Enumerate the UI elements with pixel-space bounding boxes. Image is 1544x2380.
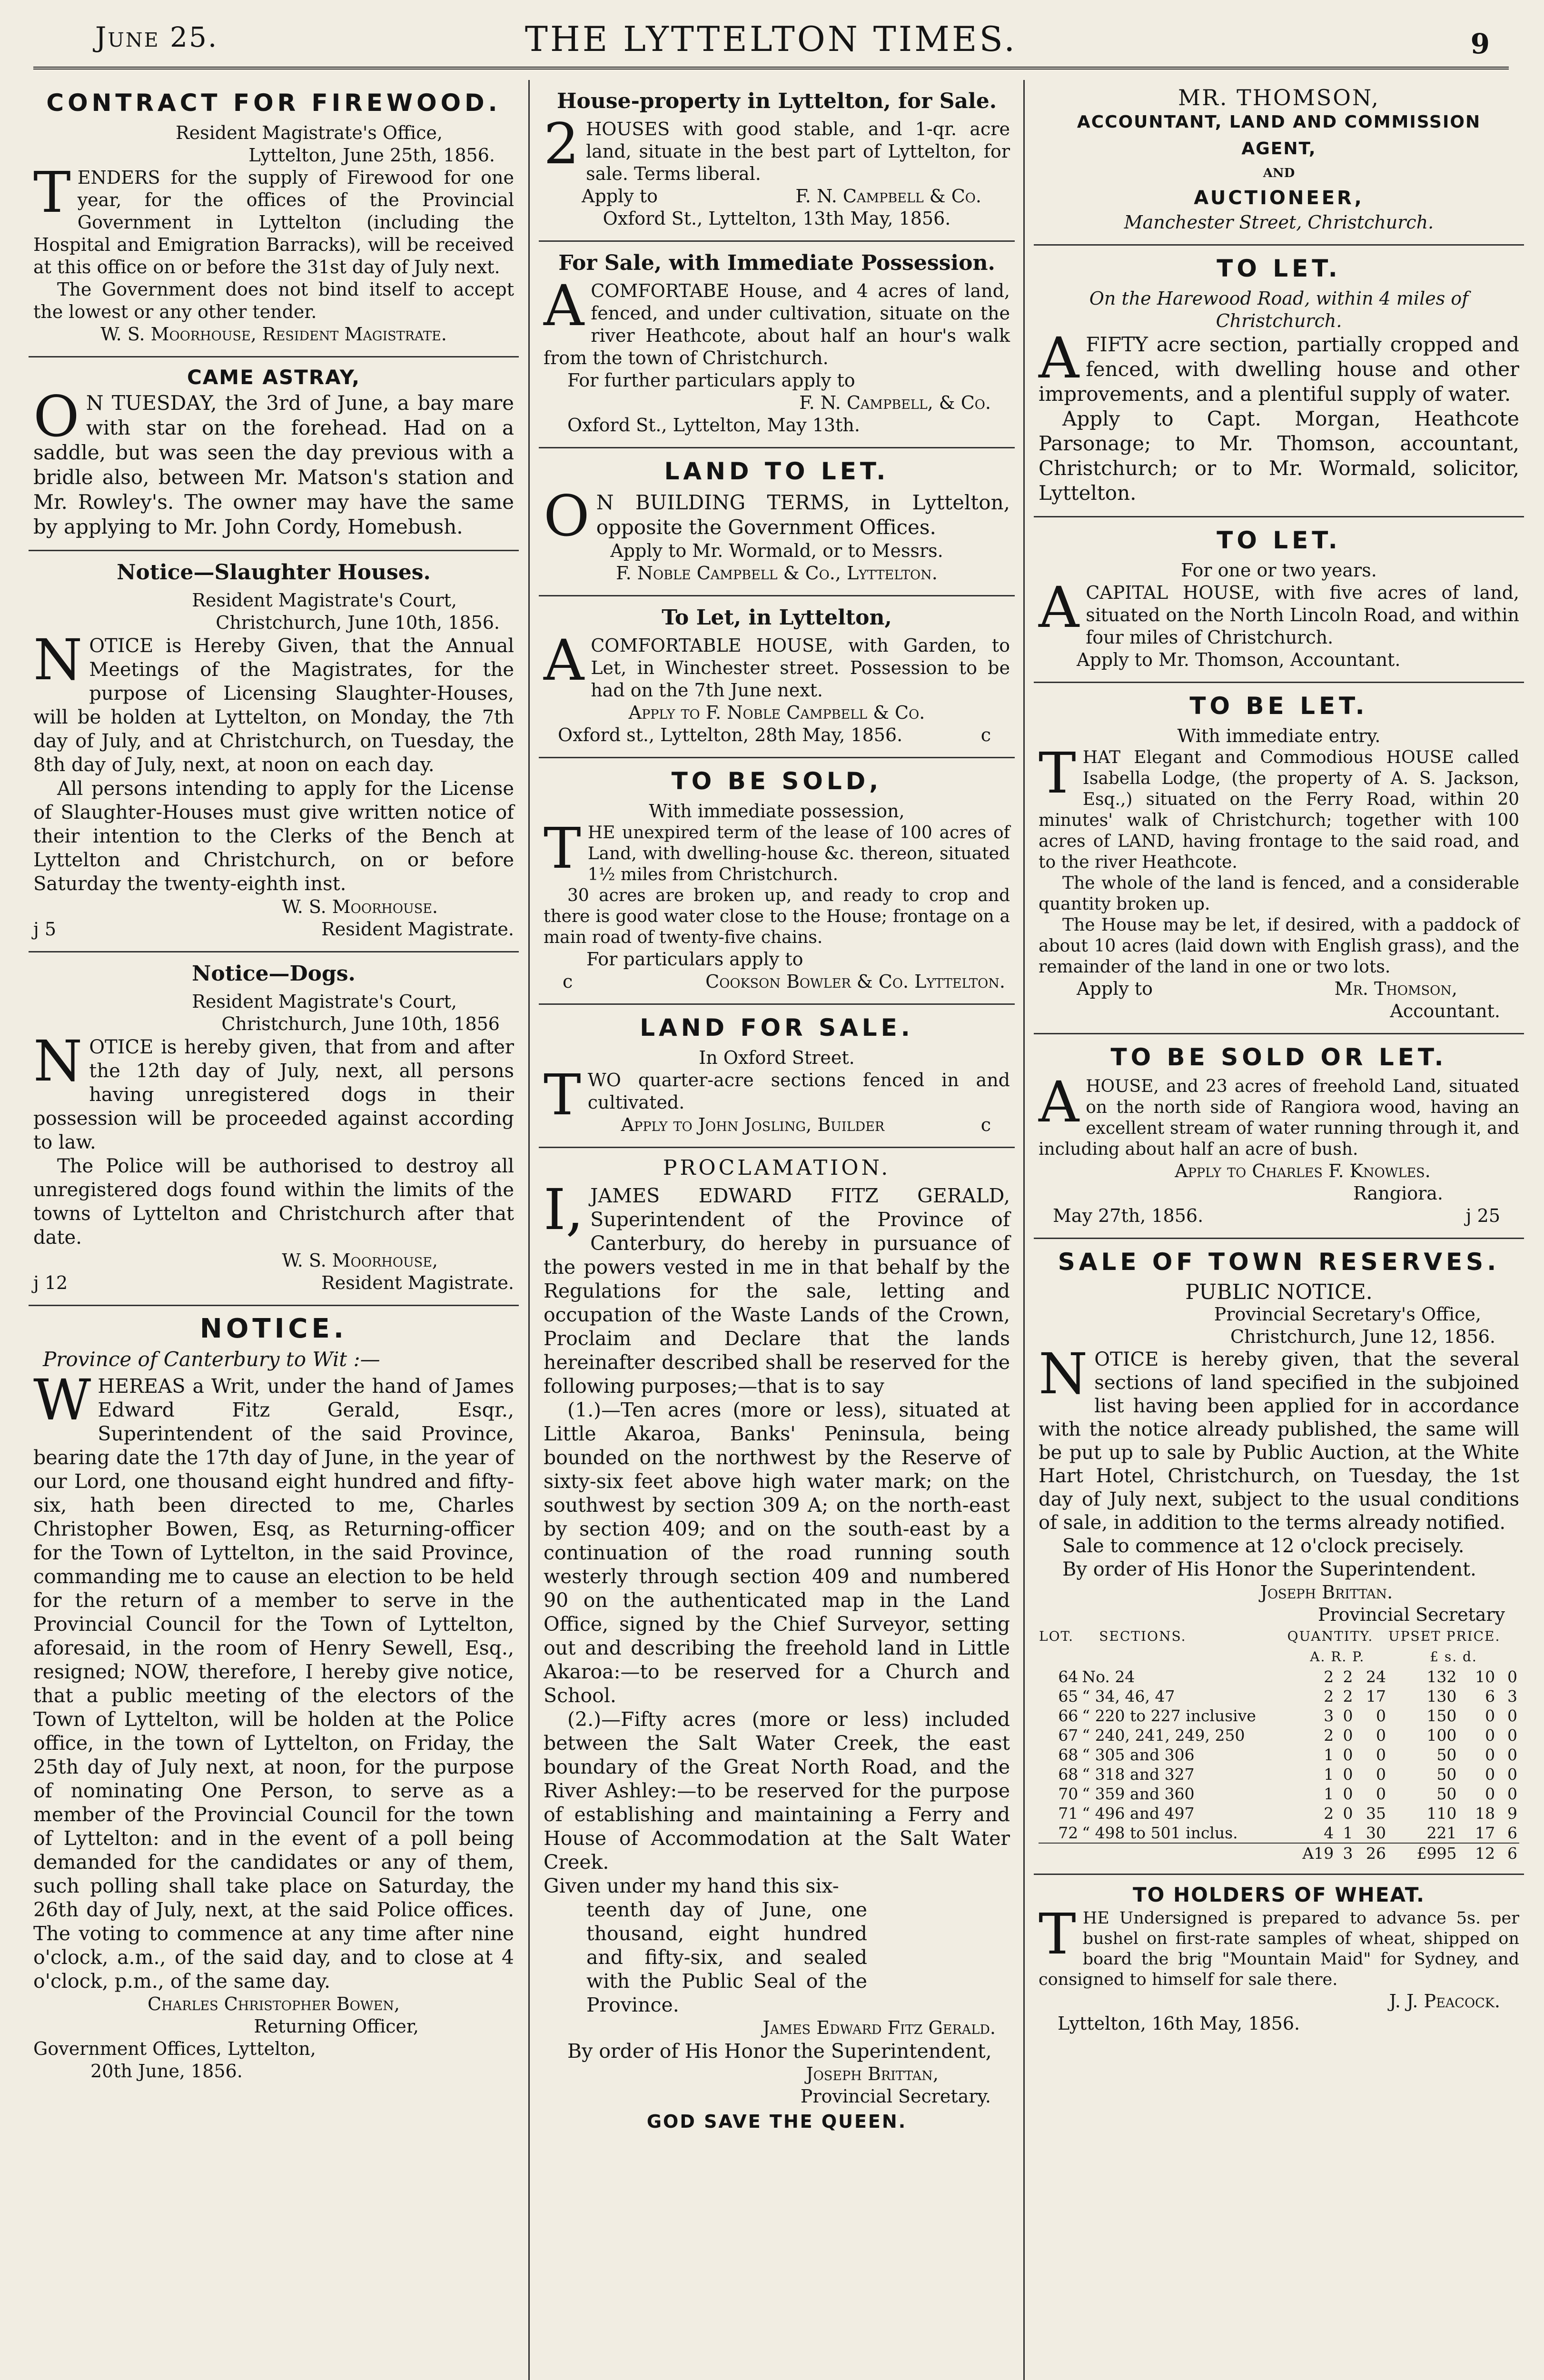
ad-code: j 25 [1465,1205,1500,1226]
ad-signature: J. J. Peacock. [1389,1991,1500,2012]
table-cell-s: 10 [1475,1667,1495,1686]
table-row [1039,1784,1519,1804]
table-cell-sec: “ 318 and 327 [1082,1765,1195,1784]
ad-body: FIFTY acre section, partially cropped and fenced, with dwelling house and other improvements, and a plentiful supply of water. [1039,333,1519,406]
drop-cap: T [544,1062,581,1128]
lots-body [1039,1667,1519,1843]
ad-apply: For further particulars apply to [567,370,855,391]
table-cell-lot: 68 [1058,1745,1079,1764]
column-right [1034,80,1524,2380]
ad-order: By order of His Honor the Superintendent, [567,2040,992,2063]
table-cell-d: 0 [1507,1706,1517,1725]
table-cell-r: 0 [1343,1804,1353,1823]
ad-date: 20th June, 1856. [90,2061,243,2082]
newspaper-title: THE LYTTELTON TIMES. [525,19,1018,59]
table-cell-p: 0 [1376,1765,1386,1784]
ad-apply: Apply to [1077,978,1153,999]
ad-signature: W. S. Moorhouse. [282,896,438,917]
ad-office: Resident Magistrate's Office, [176,122,443,143]
table-cell-r: 1 [1343,1824,1353,1842]
dogs-notice [29,952,519,1306]
ad-subheading: For one or two years. [1181,560,1377,581]
table-cell-r: 2 [1343,1687,1353,1706]
ad-signature: James Edward Fitz Gerald. [762,2017,996,2038]
house-property-ad [539,80,1015,242]
ad-role: Resident Magistrate. [321,1272,514,1293]
ad-date: Christchurch, June 10th, 1856 [221,1013,500,1034]
drop-cap: O [544,483,590,549]
to-be-sold-ad [539,758,1015,1005]
table-cell-p: 0 [1376,1706,1386,1725]
column-header: QUANTITY. [1287,1628,1374,1644]
ad-heading: TO LET. [1217,255,1341,282]
table-row [1039,1804,1519,1823]
table-row [1039,1667,1519,1686]
drop-cap: 2 [544,111,580,177]
column-subheader: £ s. d. [1430,1649,1477,1665]
table-cell-sec: No. 24 [1082,1667,1135,1686]
page-number: 9 [1470,28,1490,60]
table-cell-p: 24 [1366,1667,1386,1686]
drop-cap: N [33,627,83,693]
column-header: LOT. [1039,1628,1074,1644]
table-cell-a: 3 [1324,1706,1334,1725]
ad-heading: To Let, in Lyttelton, [662,605,892,630]
given-lead: Given under my hand this six- [544,1874,839,1897]
table-cell-sec: “ 220 to 227 inclusive [1082,1706,1256,1725]
ad-date: Lyttelton, 16th May, 1856. [1058,2013,1300,2034]
land-to-let-ad [539,448,1015,596]
ad-role: Resident Magistrate. [321,919,514,940]
table-cell-p: 0 [1376,1726,1386,1745]
table-cell-l: 130 [1426,1687,1457,1706]
ad-heading: LAND TO LET. [664,457,890,485]
table-cell-r: 0 [1343,1726,1353,1745]
table-cell-s: 18 [1475,1804,1495,1823]
ad-body: HE unexpired term of the lease of 100 acres of Land, with dwelling-house &c. thereon, situated 1½ miles from Christchurch. [587,823,1010,884]
table-cell-d: 0 [1507,1785,1517,1803]
ad-place: Rangiora. [1353,1183,1443,1204]
column-rule [528,80,530,2380]
table-cell-sec: “ 496 and 497 [1082,1804,1195,1823]
ad-body: WO quarter-acre sections fenced in and cultivated. [587,1070,1010,1113]
ad-trade: AUCTIONEER, [1194,187,1364,209]
table-cell-d: 0 [1507,1745,1517,1764]
ad-heading: PROCLAMATION. [663,1156,891,1180]
ad-body: Sale to commence at 12 o'clock precisely. [1062,1535,1465,1557]
ad-role: Returning Officer, [254,2016,419,2037]
table-cell-l: 132 [1426,1667,1457,1686]
ad-body: CAPITAL HOUSE, with five acres of land, situated on the North Lincoln Road, and within four miles of Christchurch. [1086,582,1519,648]
drop-cap: A [544,273,584,338]
table-cell-s: 6 [1485,1687,1495,1706]
table-cell-d: 6 [1507,1824,1517,1842]
ad-signature: Charles Christopher Bowen, [148,1993,400,2014]
drop-cap: A [1039,325,1079,391]
table-cell-sec: “ 34, 46, 47 [1082,1687,1175,1706]
table-cell-lot: 68 [1058,1765,1079,1784]
drop-cap: N [33,1028,83,1094]
table-cell-a: 2 [1324,1804,1334,1823]
ad-agent: F. Noble Campbell & Co., Lyttelton. [616,563,938,584]
table-row [1039,1706,1519,1726]
ad-code: c [980,1114,991,1135]
ad-body: All persons intending to apply for the License of Slaughter-Houses must give written notice of their intention to the Clerks of the Bench at Lyttelton and Christchurch, on or before Saturday the twenty-eighth inst. [33,778,514,895]
drop-cap: N [1039,1341,1088,1407]
ad-body: OTICE is Hereby Given, that the Annual Meetings of the Magistrates, for the purpose of Licensing Slaughter-Houses, will be holden at Lyttelton, on Monday, the 7th day of July, and at Christchurch, on Tuesday, the 8th day of July, next, at noon on each day. [33,635,514,776]
holders-of-wheat-ad [1034,1875,1524,2045]
ad-date: May 27th, 1856. [1053,1205,1204,1226]
ad-agent: Cookson Bowler & Co. Lyttelton. [705,971,1005,992]
to-let-lyttelton-ad [539,596,1015,758]
ad-date: Oxford St., Lyttelton, May 13th. [567,415,860,436]
table-cell-l: 100 [1426,1726,1457,1745]
ad-body: Apply to Capt. Morgan, Heathcote Parsonage; to Mr. Thomson, accountant, Christchurch; or to Mr. Wormald, solicitor, Lyttelton. [1039,407,1519,505]
table-cell-s: 0 [1485,1745,1495,1764]
thomson-card [1034,80,1524,246]
drop-cap: T [33,159,71,225]
table-cell-a: 2 [1324,1667,1334,1686]
immediate-possession-ad [539,242,1015,448]
total-cell: A19 [1287,1843,1336,1863]
table-cell-lot: 72 [1058,1824,1079,1842]
ad-role: Provincial Secretary. [800,2086,991,2107]
ad-body: HOUSE, and 23 acres of freehold Land, situated on the north side of Rangiora wood, having an excellent stream of water running through it, and including about half an acre of bush. [1039,1077,1519,1159]
ad-date: Christchurch, June 12, 1856. [1230,1326,1495,1347]
table-cell-s: 17 [1475,1824,1495,1842]
ad-heading: Notice—Dogs. [192,962,356,986]
proclamation-item-2: (2.)—Fifty acres (more or less) included between the Salt Water Creek, the east boundary of the Great North Road, and the River Ashley:—to be reserved for the purpose of establishing and maintaining a Ferry and House of Accommodation at the Salt Water Creek. [544,1708,1010,1874]
ad-body: OTICE is hereby given, that the several sections of land specified in the subjoined list having been applied for in accordance with the notice already published, the same will be put up to sale by Public Auction, at the White Hart Hotel, Christchurch, on Tuesday, the 1st day of July next, subject to the usual conditions of sale, in addition to the terms already notified. [1039,1349,1519,1534]
ad-heading: TO BE SOLD OR LET. [1110,1043,1447,1071]
column-middle [539,80,1015,2380]
table-cell-a: 1 [1324,1765,1334,1784]
ad-court: Resident Magistrate's Court, [192,590,457,611]
ad-date: Lyttelton, June 25th, 1856. [248,145,495,166]
ad-heading: LAND FOR SALE. [640,1014,914,1041]
ad-code: j 5 [33,919,57,940]
column-left [29,80,519,2380]
drop-cap: T [1039,1901,1076,1967]
total-cell: 26 [1355,1843,1387,1863]
table-cell-l: 110 [1426,1804,1457,1823]
ad-office: Government Offices, Lyttelton, [33,2038,316,2059]
table-cell-l: 221 [1426,1824,1457,1842]
table-cell-l: 50 [1436,1785,1457,1803]
table-cell-d: 3 [1507,1687,1517,1706]
ad-agent: F. N. Campbell & Co. [795,186,981,207]
lots-table [1039,1626,1519,1863]
ad-agent: Mr. Thomson, [1334,978,1457,999]
town-reserves-sale [1034,1239,1524,1875]
ad-apply: For particulars apply to [586,949,803,970]
table-cell-p: 35 [1366,1804,1386,1823]
table-cell-p: 30 [1366,1824,1386,1842]
table-cell-sec: “ 240, 241, 249, 250 [1082,1726,1245,1745]
ad-role: Accountant. [1390,1001,1500,1021]
ad-signature: W. S. Moorhouse, [282,1250,438,1271]
ad-heading: TO BE SOLD, [671,767,882,795]
table-cell-s: 0 [1485,1706,1495,1725]
ad-heading: Notice—Slaughter Houses. [117,560,431,585]
ad-heading: For Sale, with Immediate Possession. [558,251,995,275]
table-row [1039,1745,1519,1765]
ad-body: JAMES EDWARD FITZ GERALD, Superintendent of the Province of Canterbury, do hereby in pursuance of the powers vested in me in that behalf by the Regulations for the sale, letting and occupation of the Waste Lands of the Crown, Proclaim and Declare that the lands hereinafter described shall be reserved for the following purposes;—that is to say [544,1184,1010,1398]
table-cell-r: 2 [1343,1667,1353,1686]
table-cell-d: 0 [1507,1765,1517,1784]
table-cell-r: 0 [1343,1785,1353,1803]
drop-cap: A [1039,575,1079,640]
column-rule [1023,80,1025,2380]
firewood-ad [29,80,519,357]
ad-subheading: In Oxford Street. [699,1047,855,1068]
ad-code: j 12 [33,1272,68,1293]
ad-body: HE Undersigned is prepared to advance 5s. per bushel on first-rate samples of wheat, shipped on board the brig "Mountain Maid" for Sydney, and consigned to himself for sale there. [1039,1909,1519,1989]
table-cell-a: 1 [1324,1785,1334,1803]
ad-code: c [563,971,573,992]
ad-and: AND [1263,166,1295,180]
ad-date: Christchurch, June 10th, 1856. [216,612,500,633]
ad-province: Province of Canterbury to Wit :— [43,1348,380,1371]
drop-cap: T [1039,740,1076,806]
ad-subheading: On the Harewood Road, within 4 miles of Christchurch. [1089,288,1469,331]
ad-subheading: PUBLIC NOTICE. [1185,1280,1373,1304]
ad-body: HEREAS a Writ, under the hand of James Edward Fitz Gerald, Esqr., Superintendent of the said Province, bearing date the 17th day of June, in the year of our Lord, one thousand eight hundred and fifty-six, hath been directed to me, Charles Christopher Bowen, Esq, as Returning-officer for the Town of Lyttelton, in the said Province, commanding me to cause an election to be held for the return of a member to serve in the Provincial Council for the Town of Lyttelton, aforesaid, in the room of Henry Sewell, Esq., resigned; NOW, therefore, I hereby give notice, that a public meeting of the electors of the Town of Lyttelton, will be holden at the Police office, in the town of Lyttelton, on Friday, the 25th day of July next, at noon, for the purpose of nominating One Person, to serve as a member of the Provincial Council for the town of Lyttelton: and in the event of a poll being demanded for the candidates or any of them, such polling shall take place on Saturday, the 26th day of July, next, at the said Police offices. The voting to commence at any time after nine o'clock, a.m., of the said day, and to close at 4 o'clock, p.m., of the same day. [33,1375,514,1993]
ad-trade: ACCOUNTANT, LAND AND COMMISSION AGENT, [1077,112,1481,159]
masthead [33,0,1509,69]
table-cell-p: 0 [1376,1785,1386,1803]
ad-heading: CONTRACT FOR FIREWOOD. [46,89,501,117]
drop-cap: A [544,627,584,693]
table-cell-p: 17 [1366,1687,1386,1706]
ad-address: Manchester Street, Christchurch. [1124,212,1434,233]
ad-court: Resident Magistrate's Court, [192,991,457,1012]
slaughter-houses-notice [29,551,519,952]
ad-body: The Government does not bind itself to accept the lowest or any other tender. [33,279,514,322]
table-cell-sec: “ 498 to 501 inclus. [1082,1824,1238,1842]
drop-cap: W [33,1367,91,1433]
total-cell: 3 [1336,1843,1355,1863]
ad-heading: TO BE LET. [1189,692,1368,720]
god-save-the-queen: GOD SAVE THE QUEEN. [646,2111,907,2132]
ad-apply: Apply to Mr. Thomson, Accountant. [1077,649,1401,670]
total-cell: 6 [1497,1843,1519,1863]
land-for-sale-ad [539,1005,1015,1148]
proclamation [539,1148,1015,2143]
ad-heading: NOTICE. [199,1313,348,1344]
ad-subheading: With immediate possession, [649,801,905,822]
ad-apply: Apply to John Josling, Builder [621,1114,885,1135]
ad-name: MR. THOMSON, [1178,85,1380,110]
table-row [1039,1765,1519,1784]
issue-date: June 25. [95,21,218,53]
table-cell-r: 0 [1343,1765,1353,1784]
table-cell-l: 50 [1436,1745,1457,1764]
table-cell-a: 4 [1324,1824,1334,1842]
ad-body: OTICE is hereby given, that from and after the 12th day of July, next, all persons having unregistered dogs in their possession will be proceeded against according to law. [33,1036,514,1153]
table-cell-s: 0 [1485,1726,1495,1745]
ad-body: The Police will be authorised to destroy all unregistered dogs found within the limits of the towns of Lyttelton and Christchurch after that date. [33,1155,514,1249]
election-writ-notice [29,1306,519,2093]
ad-body: The House may be let, if desired, with a paddock of about 10 acres (laid down with English grass), and the remainder of the land in one or two lots. [1039,915,1519,977]
ad-apply: Apply to F. Noble Campbell & Co. [628,702,925,723]
table-cell-l: 50 [1436,1765,1457,1784]
table-cell-p: 0 [1376,1745,1386,1764]
ad-heading: House-property in Lyttelton, for Sale. [556,89,997,113]
table-cell-lot: 70 [1058,1785,1079,1803]
ad-body: The whole of the land is fenced, and a considerable quantity broken up. [1039,873,1519,914]
ad-apply: Apply to Mr. Wormald, or to Messrs. [610,540,943,561]
ad-signature: Joseph Brittan, [806,2063,939,2084]
ad-body: HAT Elegant and Commodious HOUSE called Isabella Lodge, (the property of A. S. Jackson, Esq.,) situated on the Ferry Road, within 20 minutes' walk of Christchurch; together with 100 acres of LAND, having frontage to the said road, and to the river Heathcote. [1039,748,1519,872]
ad-body: COMFORTABE House, and 4 acres of land, fenced, and under cultivation, situate on the river Heathcote, about half an hour's walk from the town of Christchurch. [544,280,1010,368]
table-cell-sec: “ 305 and 306 [1082,1745,1195,1764]
sold-or-let-ad [1034,1034,1524,1239]
drop-cap: T [544,815,581,881]
ad-date: Oxford st., Lyttelton, 28th May, 1856. [558,724,903,745]
ad-subheading: With immediate entry. [1177,725,1381,746]
table-cell-lot: 67 [1058,1726,1079,1745]
table-cell-d: 9 [1507,1804,1517,1823]
table-total-row [1039,1843,1519,1863]
ad-heading: TO HOLDERS OF WHEAT. [1132,1883,1425,1906]
table-cell-r: 0 [1343,1745,1353,1764]
table-cell-lot: 65 [1058,1687,1079,1706]
column-header: UPSET PRICE. [1388,1628,1501,1644]
ad-signature: Joseph Brittan. [1260,1582,1393,1603]
ad-heading: SALE OF TOWN RESERVES. [1058,1248,1500,1276]
ad-signature: W. S. Moorhouse, Resident Magistrate. [100,324,447,345]
ad-apply: Apply to [582,186,658,207]
table-header-row [1039,1626,1519,1646]
table-cell-d: 0 [1507,1667,1517,1686]
table-cell-l: 150 [1426,1706,1457,1725]
ad-heading: TO LET. [1217,526,1341,554]
table-cell-lot: 66 [1058,1706,1079,1725]
to-let-capital-ad [1034,517,1524,683]
ad-body: ENDERS for the supply of Firewood for one year, for the offices of the Provincial Government in Lyttelton (including the Hospital and Emigration Barracks), will be received at this office on or before the 31st day of July next. [33,167,514,278]
table-cell-s: 0 [1485,1765,1495,1784]
to-be-let-ad [1034,683,1524,1034]
table-subheader-row [1039,1646,1519,1667]
column-subheader: A. R. P. [1310,1649,1365,1665]
table-cell-d: 0 [1507,1726,1517,1745]
to-let-harewood-ad [1034,246,1524,517]
ad-heading: CAME ASTRAY, [187,366,361,389]
ad-body: 30 acres are broken up, and ready to crop and there is good water close to the House; frontage on a main road of twenty-five chains. [544,886,1010,947]
ad-apply: Apply to Charles F. Knowles. [1175,1160,1431,1181]
total-cell: £995 [1388,1843,1458,1863]
table-cell-a: 2 [1324,1726,1334,1745]
table-cell-a: 2 [1324,1687,1334,1706]
table-row [1039,1823,1519,1843]
drop-cap: I, [544,1177,584,1242]
ad-body: HOUSES with good stable, and 1-qr. acre land, situate in the best part of Lyttelton, for sale. Terms liberal. [586,119,1010,184]
table-cell-lot: 71 [1058,1804,1079,1823]
came-astray-ad [29,357,519,551]
column-header: SECTIONS. [1099,1628,1187,1644]
drop-cap: O [33,384,79,449]
table-cell-r: 0 [1343,1706,1353,1725]
ad-office: Provincial Secretary's Office, [1214,1304,1481,1325]
ad-body: N TUESDAY, the 3rd of June, a bay mare with star on the forehead. Had on a saddle, but was seen the day previous with a bridle also, between Mr. Matson's station and Mr. Rowley's. The owner may have the same by applying to Mr. John Cordy, Homebush. [33,391,514,538]
ad-role: Provincial Secretary [1317,1604,1505,1625]
ad-body: COMFORTABLE HOUSE, with Garden, to Let, in Winchester street. Possession to be had on the 7th June next. [591,635,1010,701]
table-cell-s: 0 [1485,1785,1495,1803]
proclamation-item-1: (1.)—Ten acres (more or less), situated at Little Akaroa, Banks' Peninsula, being bounded on the northwest by the Reserve of sixty-six feet above high water mark; on the southwest by section 309 A; on the north-east by section 409; and on the south-east by a continuation of the road running south westerly through section 409 and numbered 90 on the authenticated map in the Land Office, signed by the Chief Surveyor, setting out and describing the freehold land in Little Akaroa:—to be reserved for a Church and School. [544,1398,1010,1707]
ad-code: c [980,724,991,745]
table-row [1039,1686,1519,1706]
ad-agent: F. N. Campbell, & Co. [799,392,991,413]
table-cell-sec: “ 359 and 360 [1082,1785,1195,1803]
drop-cap: A [1039,1069,1079,1135]
table-row [1039,1726,1519,1745]
ad-date: Oxford St., Lyttelton, 13th May, 1856. [603,208,951,229]
given-under-hand: teenth day of June, one thousand, eight hundred and fifty-six, and sealed with the Public Seal of the Province. [586,1898,867,2016]
table-cell-lot: 64 [1058,1667,1079,1686]
ad-body: N BUILDING TERMS, in Lyttelton, opposite the Government Offices. [596,491,1010,539]
total-cell: 12 [1458,1843,1497,1863]
table-cell-a: 1 [1324,1745,1334,1764]
ad-order: By order of His Honor the Superintendent. [1062,1558,1476,1580]
